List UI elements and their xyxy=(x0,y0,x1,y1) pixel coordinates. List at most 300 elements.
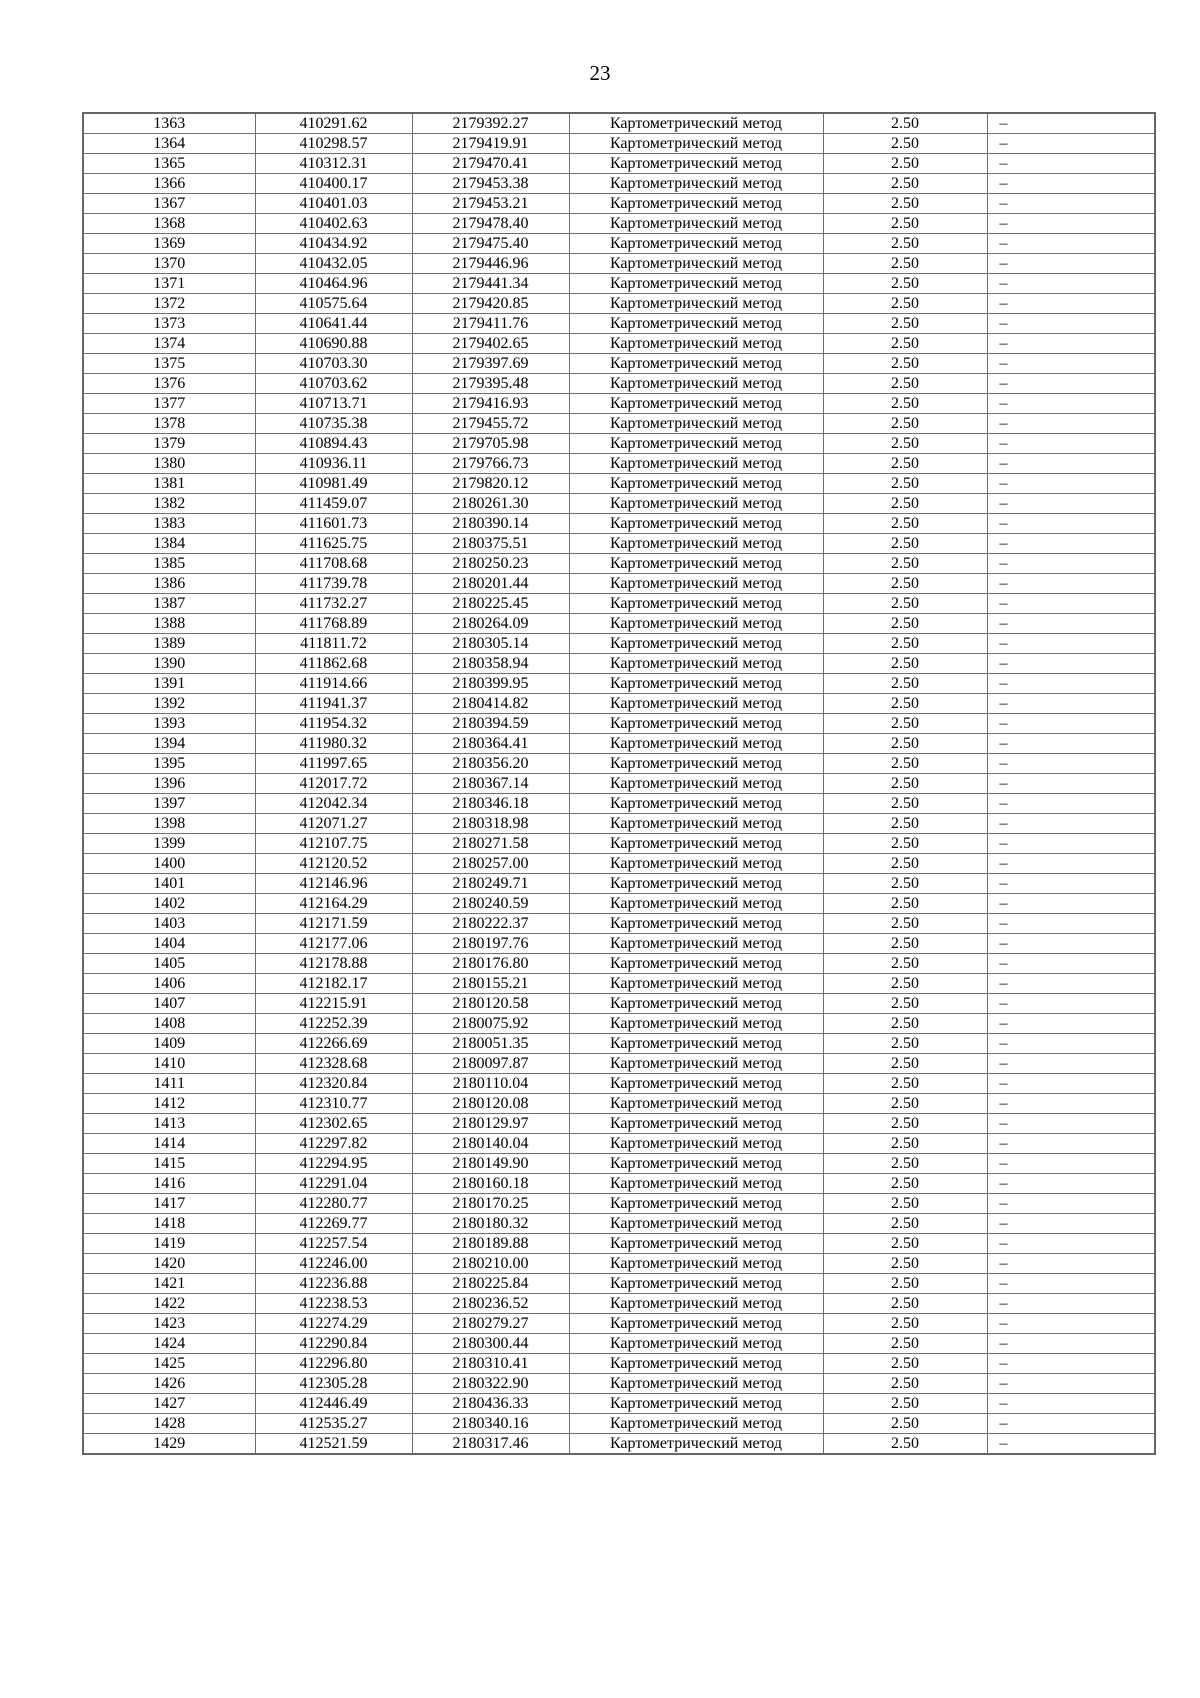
point-number-cell: 1388 xyxy=(83,614,255,634)
y-coordinate-cell: 2180155.21 xyxy=(412,974,569,994)
x-coordinate-cell: 410464.96 xyxy=(255,274,412,294)
point-number-cell: 1378 xyxy=(83,414,255,434)
accuracy-cell: 2.50 xyxy=(823,274,987,294)
note-cell: – xyxy=(987,1094,1155,1114)
x-coordinate-cell: 411739.78 xyxy=(255,574,412,594)
x-coordinate-cell: 411980.32 xyxy=(255,734,412,754)
note-cell: – xyxy=(987,874,1155,894)
table-row xyxy=(83,514,1155,534)
x-coordinate-cell: 410434.92 xyxy=(255,234,412,254)
x-coordinate-cell: 412146.96 xyxy=(255,874,412,894)
x-coordinate-cell: 412042.34 xyxy=(255,794,412,814)
accuracy-cell: 2.50 xyxy=(823,1174,987,1194)
point-number-cell: 1375 xyxy=(83,354,255,374)
note-cell: – xyxy=(987,1354,1155,1374)
point-number-cell: 1403 xyxy=(83,914,255,934)
table-row xyxy=(83,374,1155,394)
note-cell: – xyxy=(987,174,1155,194)
table-row xyxy=(83,414,1155,434)
accuracy-cell: 2.50 xyxy=(823,554,987,574)
note-cell: – xyxy=(987,1154,1155,1174)
table-row xyxy=(83,734,1155,754)
method-cell: Картометрический метод xyxy=(569,194,823,214)
point-number-cell: 1419 xyxy=(83,1234,255,1254)
method-cell: Картометрический метод xyxy=(569,1294,823,1314)
method-cell: Картометрический метод xyxy=(569,814,823,834)
point-number-cell: 1428 xyxy=(83,1414,255,1434)
accuracy-cell: 2.50 xyxy=(823,1294,987,1314)
note-cell: – xyxy=(987,494,1155,514)
table-row xyxy=(83,1294,1155,1314)
point-number-cell: 1402 xyxy=(83,894,255,914)
table-row xyxy=(83,1314,1155,1334)
x-coordinate-cell: 412120.52 xyxy=(255,854,412,874)
x-coordinate-cell: 410894.43 xyxy=(255,434,412,454)
accuracy-cell: 2.50 xyxy=(823,414,987,434)
accuracy-cell: 2.50 xyxy=(823,754,987,774)
note-cell: – xyxy=(987,334,1155,354)
method-cell: Картометрический метод xyxy=(569,834,823,854)
point-number-cell: 1387 xyxy=(83,594,255,614)
note-cell: – xyxy=(987,574,1155,594)
accuracy-cell: 2.50 xyxy=(823,874,987,894)
note-cell: – xyxy=(987,1234,1155,1254)
y-coordinate-cell: 2179820.12 xyxy=(412,474,569,494)
point-number-cell: 1423 xyxy=(83,1314,255,1334)
accuracy-cell: 2.50 xyxy=(823,434,987,454)
note-cell: – xyxy=(987,1254,1155,1274)
method-cell: Картометрический метод xyxy=(569,634,823,654)
table-row xyxy=(83,1334,1155,1354)
note-cell: – xyxy=(987,934,1155,954)
table-row xyxy=(83,1234,1155,1254)
method-cell: Картометрический метод xyxy=(569,994,823,1014)
method-cell: Картометрический метод xyxy=(569,1074,823,1094)
method-cell: Картометрический метод xyxy=(569,1374,823,1394)
y-coordinate-cell: 2180236.52 xyxy=(412,1294,569,1314)
point-number-cell: 1385 xyxy=(83,554,255,574)
point-number-cell: 1383 xyxy=(83,514,255,534)
table-row xyxy=(83,914,1155,934)
point-number-cell: 1379 xyxy=(83,434,255,454)
point-number-cell: 1400 xyxy=(83,854,255,874)
point-number-cell: 1377 xyxy=(83,394,255,414)
y-coordinate-cell: 2180367.14 xyxy=(412,774,569,794)
accuracy-cell: 2.50 xyxy=(823,1414,987,1434)
y-coordinate-cell: 2180257.00 xyxy=(412,854,569,874)
y-coordinate-cell: 2180110.04 xyxy=(412,1074,569,1094)
method-cell: Картометрический метод xyxy=(569,1214,823,1234)
accuracy-cell: 2.50 xyxy=(823,894,987,914)
table-row xyxy=(83,154,1155,174)
method-cell: Картометрический метод xyxy=(569,1114,823,1134)
method-cell: Картометрический метод xyxy=(569,554,823,574)
y-coordinate-cell: 2180160.18 xyxy=(412,1174,569,1194)
y-coordinate-cell: 2180346.18 xyxy=(412,794,569,814)
x-coordinate-cell: 410575.64 xyxy=(255,294,412,314)
y-coordinate-cell: 2179705.98 xyxy=(412,434,569,454)
note-cell: – xyxy=(987,1034,1155,1054)
method-cell: Картометрический метод xyxy=(569,1394,823,1414)
method-cell: Картометрический метод xyxy=(569,654,823,674)
point-number-cell: 1373 xyxy=(83,314,255,334)
y-coordinate-cell: 2180225.84 xyxy=(412,1274,569,1294)
method-cell: Картометрический метод xyxy=(569,1314,823,1334)
accuracy-cell: 2.50 xyxy=(823,234,987,254)
y-coordinate-cell: 2180390.14 xyxy=(412,514,569,534)
method-cell: Картометрический метод xyxy=(569,454,823,474)
table-row xyxy=(83,494,1155,514)
point-number-cell: 1422 xyxy=(83,1294,255,1314)
table-row xyxy=(83,994,1155,1014)
point-number-cell: 1405 xyxy=(83,954,255,974)
y-coordinate-cell: 2179766.73 xyxy=(412,454,569,474)
y-coordinate-cell: 2179402.65 xyxy=(412,334,569,354)
point-number-cell: 1374 xyxy=(83,334,255,354)
accuracy-cell: 2.50 xyxy=(823,1114,987,1134)
x-coordinate-cell: 411601.73 xyxy=(255,514,412,534)
y-coordinate-cell: 2180129.97 xyxy=(412,1114,569,1134)
note-cell: – xyxy=(987,1054,1155,1074)
table-row xyxy=(83,274,1155,294)
accuracy-cell: 2.50 xyxy=(823,854,987,874)
table-row xyxy=(83,1274,1155,1294)
coordinates-table xyxy=(82,112,1156,1455)
y-coordinate-cell: 2180201.44 xyxy=(412,574,569,594)
y-coordinate-cell: 2179453.21 xyxy=(412,194,569,214)
point-number-cell: 1426 xyxy=(83,1374,255,1394)
accuracy-cell: 2.50 xyxy=(823,674,987,694)
accuracy-cell: 2.50 xyxy=(823,634,987,654)
x-coordinate-cell: 412246.00 xyxy=(255,1254,412,1274)
point-number-cell: 1363 xyxy=(83,113,255,134)
x-coordinate-cell: 412280.77 xyxy=(255,1194,412,1214)
point-number-cell: 1420 xyxy=(83,1254,255,1274)
x-coordinate-cell: 412182.17 xyxy=(255,974,412,994)
accuracy-cell: 2.50 xyxy=(823,1014,987,1034)
point-number-cell: 1380 xyxy=(83,454,255,474)
method-cell: Картометрический метод xyxy=(569,274,823,294)
accuracy-cell: 2.50 xyxy=(823,1154,987,1174)
y-coordinate-cell: 2180197.76 xyxy=(412,934,569,954)
table-row xyxy=(83,634,1155,654)
method-cell: Картометрический метод xyxy=(569,1174,823,1194)
table-row xyxy=(83,694,1155,714)
method-cell: Картометрический метод xyxy=(569,294,823,314)
x-coordinate-cell: 410312.31 xyxy=(255,154,412,174)
y-coordinate-cell: 2180120.58 xyxy=(412,994,569,1014)
y-coordinate-cell: 2180394.59 xyxy=(412,714,569,734)
method-cell: Картометрический метод xyxy=(569,334,823,354)
accuracy-cell: 2.50 xyxy=(823,594,987,614)
y-coordinate-cell: 2180364.41 xyxy=(412,734,569,754)
accuracy-cell: 2.50 xyxy=(823,974,987,994)
x-coordinate-cell: 410981.49 xyxy=(255,474,412,494)
table-row xyxy=(83,1034,1155,1054)
method-cell: Картометрический метод xyxy=(569,934,823,954)
y-coordinate-cell: 2180310.41 xyxy=(412,1354,569,1374)
table-row xyxy=(83,1194,1155,1214)
note-cell: – xyxy=(987,974,1155,994)
note-cell: – xyxy=(987,854,1155,874)
note-cell: – xyxy=(987,914,1155,934)
y-coordinate-cell: 2180264.09 xyxy=(412,614,569,634)
x-coordinate-cell: 412320.84 xyxy=(255,1074,412,1094)
x-coordinate-cell: 412290.84 xyxy=(255,1334,412,1354)
note-cell: – xyxy=(987,814,1155,834)
x-coordinate-cell: 412274.29 xyxy=(255,1314,412,1334)
method-cell: Картометрический метод xyxy=(569,1014,823,1034)
y-coordinate-cell: 2180189.88 xyxy=(412,1234,569,1254)
accuracy-cell: 2.50 xyxy=(823,1354,987,1374)
x-coordinate-cell: 412171.59 xyxy=(255,914,412,934)
table-row xyxy=(83,954,1155,974)
table-row xyxy=(83,334,1155,354)
accuracy-cell: 2.50 xyxy=(823,113,987,134)
accuracy-cell: 2.50 xyxy=(823,1374,987,1394)
x-coordinate-cell: 412178.88 xyxy=(255,954,412,974)
x-coordinate-cell: 410400.17 xyxy=(255,174,412,194)
point-number-cell: 1381 xyxy=(83,474,255,494)
point-number-cell: 1365 xyxy=(83,154,255,174)
method-cell: Картометрический метод xyxy=(569,1274,823,1294)
note-cell: – xyxy=(987,534,1155,554)
accuracy-cell: 2.50 xyxy=(823,374,987,394)
y-coordinate-cell: 2179416.93 xyxy=(412,394,569,414)
point-number-cell: 1413 xyxy=(83,1114,255,1134)
note-cell: – xyxy=(987,154,1155,174)
accuracy-cell: 2.50 xyxy=(823,514,987,534)
point-number-cell: 1389 xyxy=(83,634,255,654)
table-row xyxy=(83,394,1155,414)
table-row xyxy=(83,594,1155,614)
x-coordinate-cell: 410291.62 xyxy=(255,113,412,134)
accuracy-cell: 2.50 xyxy=(823,534,987,554)
accuracy-cell: 2.50 xyxy=(823,354,987,374)
note-cell: – xyxy=(987,1114,1155,1134)
x-coordinate-cell: 411862.68 xyxy=(255,654,412,674)
method-cell: Картометрический метод xyxy=(569,154,823,174)
table-row xyxy=(83,234,1155,254)
point-number-cell: 1407 xyxy=(83,994,255,1014)
accuracy-cell: 2.50 xyxy=(823,1394,987,1414)
note-cell: – xyxy=(987,754,1155,774)
point-number-cell: 1412 xyxy=(83,1094,255,1114)
accuracy-cell: 2.50 xyxy=(823,1314,987,1334)
x-coordinate-cell: 412266.69 xyxy=(255,1034,412,1054)
method-cell: Картометрический метод xyxy=(569,854,823,874)
point-number-cell: 1398 xyxy=(83,814,255,834)
method-cell: Картометрический метод xyxy=(569,694,823,714)
point-number-cell: 1395 xyxy=(83,754,255,774)
y-coordinate-cell: 2180300.44 xyxy=(412,1334,569,1354)
note-cell: – xyxy=(987,454,1155,474)
table-row xyxy=(83,1174,1155,1194)
method-cell: Картометрический метод xyxy=(569,1134,823,1154)
point-number-cell: 1427 xyxy=(83,1394,255,1414)
y-coordinate-cell: 2180317.46 xyxy=(412,1434,569,1455)
method-cell: Картометрический метод xyxy=(569,134,823,154)
method-cell: Картометрический метод xyxy=(569,794,823,814)
accuracy-cell: 2.50 xyxy=(823,1054,987,1074)
table-row xyxy=(83,874,1155,894)
note-cell: – xyxy=(987,214,1155,234)
y-coordinate-cell: 2180210.00 xyxy=(412,1254,569,1274)
y-coordinate-cell: 2180250.23 xyxy=(412,554,569,574)
method-cell: Картометрический метод xyxy=(569,1254,823,1274)
note-cell: – xyxy=(987,254,1155,274)
point-number-cell: 1416 xyxy=(83,1174,255,1194)
method-cell: Картометрический метод xyxy=(569,1054,823,1074)
point-number-cell: 1418 xyxy=(83,1214,255,1234)
y-coordinate-cell: 2179446.96 xyxy=(412,254,569,274)
point-number-cell: 1401 xyxy=(83,874,255,894)
x-coordinate-cell: 412071.27 xyxy=(255,814,412,834)
table-row xyxy=(83,294,1155,314)
method-cell: Картометрический метод xyxy=(569,874,823,894)
x-coordinate-cell: 412296.80 xyxy=(255,1354,412,1374)
point-number-cell: 1392 xyxy=(83,694,255,714)
point-number-cell: 1371 xyxy=(83,274,255,294)
table-row xyxy=(83,654,1155,674)
table-row xyxy=(83,554,1155,574)
accuracy-cell: 2.50 xyxy=(823,654,987,674)
accuracy-cell: 2.50 xyxy=(823,314,987,334)
method-cell: Картометрический метод xyxy=(569,314,823,334)
method-cell: Картометрический метод xyxy=(569,414,823,434)
point-number-cell: 1429 xyxy=(83,1434,255,1455)
note-cell: – xyxy=(987,1134,1155,1154)
accuracy-cell: 2.50 xyxy=(823,1094,987,1114)
x-coordinate-cell: 410690.88 xyxy=(255,334,412,354)
point-number-cell: 1411 xyxy=(83,1074,255,1094)
method-cell: Картометрический метод xyxy=(569,614,823,634)
y-coordinate-cell: 2180375.51 xyxy=(412,534,569,554)
table-row xyxy=(83,814,1155,834)
accuracy-cell: 2.50 xyxy=(823,574,987,594)
accuracy-cell: 2.50 xyxy=(823,1434,987,1455)
table-row xyxy=(83,1054,1155,1074)
note-cell: – xyxy=(987,113,1155,134)
point-number-cell: 1382 xyxy=(83,494,255,514)
note-cell: – xyxy=(987,674,1155,694)
x-coordinate-cell: 410703.30 xyxy=(255,354,412,374)
point-number-cell: 1384 xyxy=(83,534,255,554)
table-row xyxy=(83,194,1155,214)
method-cell: Картометрический метод xyxy=(569,1154,823,1174)
accuracy-cell: 2.50 xyxy=(823,914,987,934)
note-cell: – xyxy=(987,714,1155,734)
table-row xyxy=(83,674,1155,694)
table-row xyxy=(83,1414,1155,1434)
note-cell: – xyxy=(987,1414,1155,1434)
note-cell: – xyxy=(987,194,1155,214)
point-number-cell: 1391 xyxy=(83,674,255,694)
method-cell: Картометрический метод xyxy=(569,1094,823,1114)
method-cell: Картометрический метод xyxy=(569,514,823,534)
method-cell: Картометрический метод xyxy=(569,914,823,934)
point-number-cell: 1397 xyxy=(83,794,255,814)
method-cell: Картометрический метод xyxy=(569,254,823,274)
note-cell: – xyxy=(987,354,1155,374)
x-coordinate-cell: 412310.77 xyxy=(255,1094,412,1114)
y-coordinate-cell: 2180358.94 xyxy=(412,654,569,674)
table-row xyxy=(83,254,1155,274)
note-cell: – xyxy=(987,654,1155,674)
point-number-cell: 1393 xyxy=(83,714,255,734)
y-coordinate-cell: 2179397.69 xyxy=(412,354,569,374)
x-coordinate-cell: 410936.11 xyxy=(255,454,412,474)
y-coordinate-cell: 2180222.37 xyxy=(412,914,569,934)
y-coordinate-cell: 2180140.04 xyxy=(412,1134,569,1154)
note-cell: – xyxy=(987,1174,1155,1194)
x-coordinate-cell: 412252.39 xyxy=(255,1014,412,1034)
y-coordinate-cell: 2179478.40 xyxy=(412,214,569,234)
method-cell: Картометрический метод xyxy=(569,1354,823,1374)
note-cell: – xyxy=(987,1434,1155,1455)
table-row xyxy=(83,614,1155,634)
x-coordinate-cell: 410401.03 xyxy=(255,194,412,214)
note-cell: – xyxy=(987,954,1155,974)
x-coordinate-cell: 412297.82 xyxy=(255,1134,412,1154)
x-coordinate-cell: 412257.54 xyxy=(255,1234,412,1254)
point-number-cell: 1404 xyxy=(83,934,255,954)
y-coordinate-cell: 2180240.59 xyxy=(412,894,569,914)
method-cell: Картометрический метод xyxy=(569,214,823,234)
method-cell: Картометрический метод xyxy=(569,774,823,794)
point-number-cell: 1364 xyxy=(83,134,255,154)
table-row xyxy=(83,754,1155,774)
table-row xyxy=(83,974,1155,994)
table-row xyxy=(83,774,1155,794)
method-cell: Картометрический метод xyxy=(569,974,823,994)
y-coordinate-cell: 2180356.20 xyxy=(412,754,569,774)
table-row xyxy=(83,1354,1155,1374)
accuracy-cell: 2.50 xyxy=(823,954,987,974)
point-number-cell: 1409 xyxy=(83,1034,255,1054)
table-row xyxy=(83,1254,1155,1274)
y-coordinate-cell: 2180225.45 xyxy=(412,594,569,614)
accuracy-cell: 2.50 xyxy=(823,794,987,814)
method-cell: Картометрический метод xyxy=(569,174,823,194)
x-coordinate-cell: 412215.91 xyxy=(255,994,412,1014)
note-cell: – xyxy=(987,1274,1155,1294)
point-number-cell: 1408 xyxy=(83,1014,255,1034)
accuracy-cell: 2.50 xyxy=(823,174,987,194)
y-coordinate-cell: 2179419.91 xyxy=(412,134,569,154)
y-coordinate-cell: 2179420.85 xyxy=(412,294,569,314)
point-number-cell: 1394 xyxy=(83,734,255,754)
method-cell: Картометрический метод xyxy=(569,354,823,374)
accuracy-cell: 2.50 xyxy=(823,294,987,314)
note-cell: – xyxy=(987,694,1155,714)
accuracy-cell: 2.50 xyxy=(823,394,987,414)
point-number-cell: 1386 xyxy=(83,574,255,594)
y-coordinate-cell: 2179455.72 xyxy=(412,414,569,434)
note-cell: – xyxy=(987,1334,1155,1354)
method-cell: Картометрический метод xyxy=(569,1434,823,1455)
accuracy-cell: 2.50 xyxy=(823,334,987,354)
x-coordinate-cell: 411914.66 xyxy=(255,674,412,694)
y-coordinate-cell: 2179453.38 xyxy=(412,174,569,194)
x-coordinate-cell: 412305.28 xyxy=(255,1374,412,1394)
method-cell: Картометрический метод xyxy=(569,434,823,454)
x-coordinate-cell: 412177.06 xyxy=(255,934,412,954)
note-cell: – xyxy=(987,1374,1155,1394)
x-coordinate-cell: 412107.75 xyxy=(255,834,412,854)
note-cell: – xyxy=(987,594,1155,614)
accuracy-cell: 2.50 xyxy=(823,1274,987,1294)
